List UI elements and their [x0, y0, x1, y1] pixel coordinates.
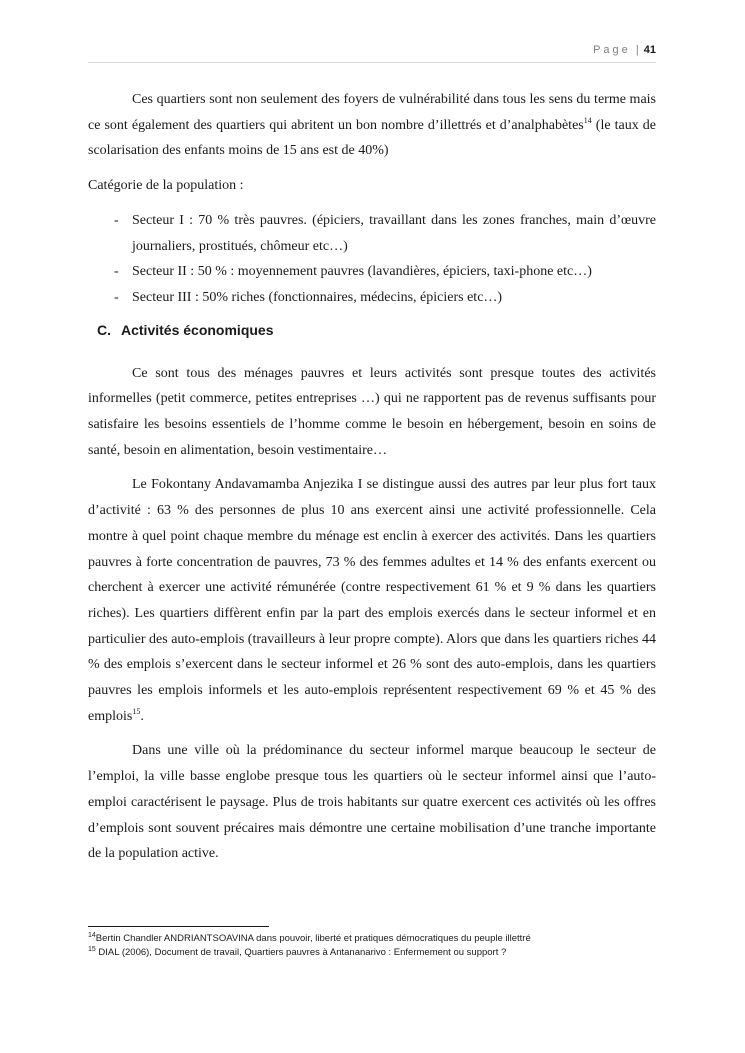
page-number: 41 — [643, 44, 656, 56]
category-item — [88, 259, 656, 285]
section-letter: C. — [97, 321, 111, 338]
footnote-divider — [88, 926, 269, 927]
paragraph-vulnerability-text: Ces quartiers sont non seulement des foyers de vulnérabilité dans tous les sens du terme mais ce sont également des quartiers qui abritent un bon nombre d’illettrés et d’analphabètes — [88, 92, 656, 133]
footnote-number: 15 — [88, 946, 96, 953]
category-item-text: Secteur III : 50% riches (fonctionnaires, médecins, épiciers etc…) — [132, 289, 503, 305]
category-label: Catégorie de la population : — [88, 178, 244, 194]
category-list — [88, 208, 656, 311]
footnote-text: Bertin Chandler ANDRIANTSOAVINA dans pouvoir, liberté et pratiques démocratiques du peuple illettré — [95, 933, 531, 944]
category-item-text: Secteur I : 70 % très pauvres. (épiciers, travaillant dans les zones franches, main d’œuvre journaliers, prostitués, chômeur etc…) — [132, 212, 656, 254]
footnotes — [88, 932, 668, 960]
category-item — [88, 285, 656, 311]
footnote-ref-15[interactable]: 15 — [132, 706, 141, 716]
list-bullet: - — [114, 289, 119, 305]
page-separator: | — [635, 44, 639, 56]
page-label: Page — [593, 44, 631, 56]
footnote-14 — [88, 932, 668, 946]
category-item-text: Secteur II : 50 % : moyennement pauvres (lavandières, épiciers, taxi-phone etc…) — [132, 264, 592, 280]
section-title: Activités économiques — [121, 321, 274, 338]
list-bullet: - — [114, 212, 119, 228]
document-body — [88, 87, 656, 876]
paragraph-households: Ce sont tous des ménages pauvres et leurs activités sont presque toutes des activités informelles (petit commerce, petites entreprises …) qui ne rapportent pas de revenus suffisants pour satisfaire les besoins essentiels de l’homme comme le besoin en hébergement, besoin en soins de santé, besoin en alimentation, besoin vestimentaire… — [88, 365, 656, 458]
paragraph-activity-rate-end: . — [140, 708, 144, 724]
section-heading — [97, 318, 656, 342]
paragraph-vulnerability-tail: (le taux de scolarisation des enfants moins de 15 ans est de 40%) — [88, 117, 656, 159]
category-item — [88, 208, 656, 259]
footnote-number: 14 — [88, 932, 96, 939]
paragraph-vulnerability — [88, 87, 656, 164]
footnote-ref-14[interactable]: 14 — [583, 115, 592, 125]
paragraph-informal-sector: Dans une ville où la prédominance du secteur informel marque beaucoup le secteur de l’emploi, la ville basse englobe presque tous les quartiers où le secteur informel ainsi que l’auto-emploi caractérisent le paysage. Plus de trois habitants sur quatre exercent ces activités où les offres d’emplois sont souvent précaires mais démontre une certaine mobilisation d’une tranche importante de la population active. — [88, 743, 656, 862]
footnote-text: DIAL (2006), Document de travail, Quartiers pauvres à Antananarivo : Enfermement ou support ? — [95, 947, 507, 958]
paragraph-activity-rate-text: Le Fokontany Andavamamba Anjezika I se distingue aussi des autres par leur plus fort taux d’activité : 63 % des personnes de plus 10 ans exercent ainsi une activité professionnelle. Cela montre à quel point chaque membre du ménage est enclin à exercer des activités. Dans les quartiers pauvres à forte concentration de pauvres, 73 % des femmes adultes et 14 % des enfants exercent ou cherchent à exercer une activité rémunérée (contre respectivement 61 % et 9 % dans les quartiers riches). Les quartiers diffèrent enfin par la part des emplois exercés dans le secteur informel et en particulier des auto-emplois (travailleurs à leur propre compte). Alors que dans les quartiers riches 44 % des emplois s’exercent dans le secteur informel et 26 % sont des auto-emplois, dans les quartiers pauvres les emplois informels et les auto-emplois représentent respectivement 69 % et 45 % des emplois — [88, 477, 656, 724]
footnote-15 — [88, 946, 668, 960]
paragraph-activity-rate — [88, 472, 656, 729]
list-bullet: - — [114, 264, 119, 280]
page-header — [88, 44, 656, 63]
